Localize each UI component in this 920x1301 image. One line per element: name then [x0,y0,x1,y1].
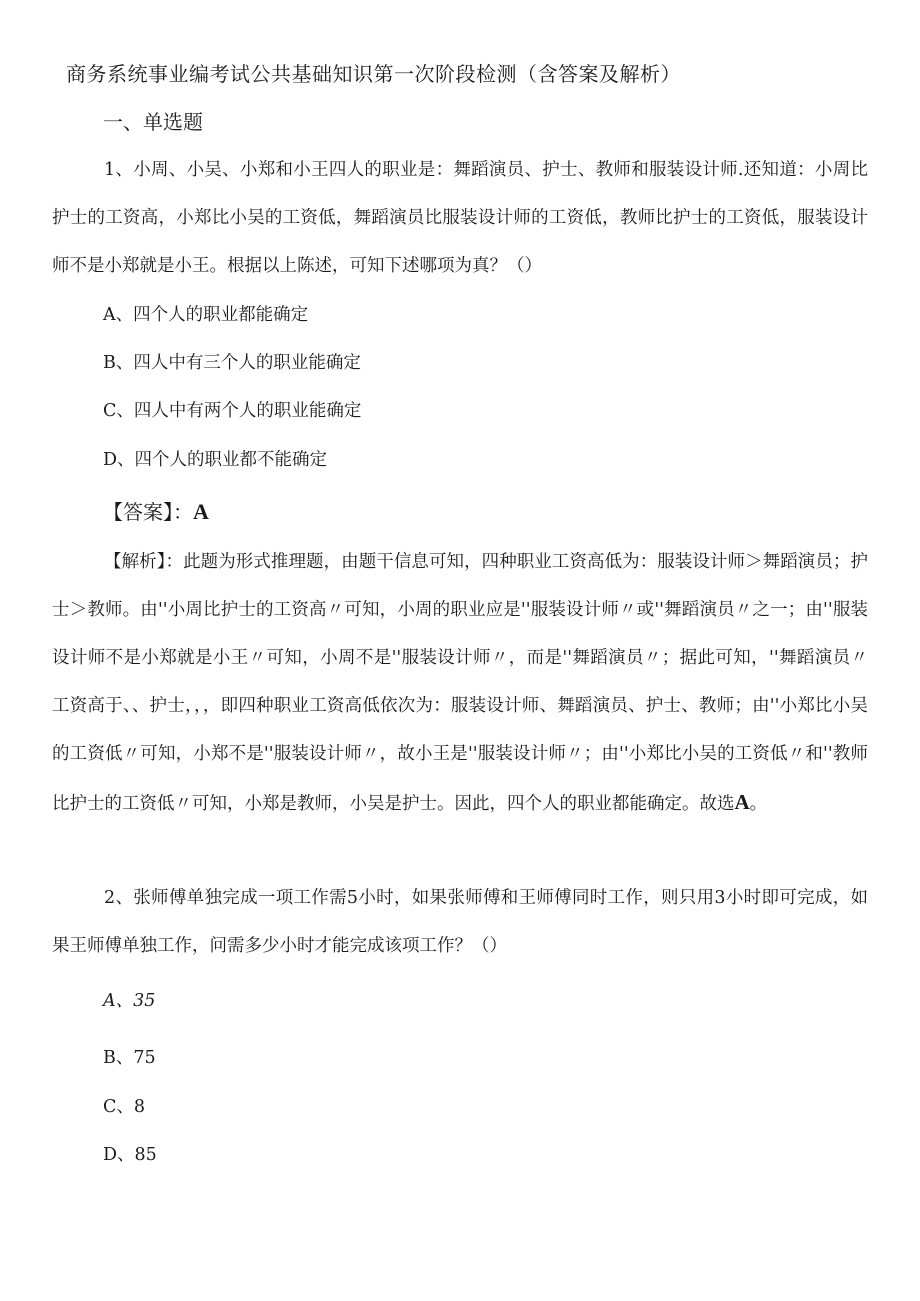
analysis-end: 。 [749,794,768,814]
question-2-stem: 2、张师傅单独完成一项工作需5小时，如果张师傅和王师傅同时工作，则只用3小时即可完成，如果王师傅单独工作，问需多少小时才能完成该项工作？（） [52,888,868,956]
question-1-answer [103,496,209,525]
question-1-stem: 1、小周、小吴、小郑和小王四人的职业是：舞蹈演员、护士、教师和服装设计师.还知道：小周比护士的工资高，小郑比小吴的工资低，舞蹈演员比服装设计师的工资低，教师比护士的工资低，服装设计师不是小郑就是小王。根据以上陈述，可知下述哪项为真？（） [52,160,868,276]
question-1-option-d: D、四个人的职业都不能确定 [103,450,328,470]
section-heading: 一、单选题 [103,110,203,134]
question-1-option-a: A、四个人的职业都能确定 [103,305,309,325]
analysis-answer: A [734,790,750,814]
question-2-option-d: D、85 [103,1145,157,1165]
question-2-option-a: A、35 [103,991,156,1011]
question-1-option-b: B、四人中有三个人的职业能确定 [103,353,361,373]
document-title: 商务系统事业编考试公共基础知识第一次阶段检测（含答案及解析） [66,62,681,86]
question-2-option-b: B、75 [103,1048,156,1068]
answer-value: A [193,499,209,524]
question-1-analysis [52,538,868,828]
question-1-option-c: C、四人中有两个人的职业能确定 [103,401,362,421]
answer-label: 【答案】： [103,500,193,524]
analysis-text: 【解析】：此题为形式推理题，由题干信息可知，四种职业工资高低为：服装设计师＞舞蹈演员；护士＞教师。由''小周比护士的工资高〃可知，小周的职业应是''服装设计师〃或''舞蹈演员〃之一；由''服装设计师不是小郑就是小王〃可知，小周不是''服装设计师〃，而是''舞蹈演员〃；据此可知，''舞蹈演员〃工资高于、、护士，，，即四种职业工资高低依次为：服装设计师、舞蹈演员、护士、教师；由''小郑比小吴的工资低〃可知，小郑不是''服装设计师〃，故小王是''服装设计师〃；由''小郑比小吴的工资低〃和''教师比护士的工资低〃可知，小郑是教师，小吴是护士。因此，四个人的职业都能确定。故选 [52,552,868,814]
question-2-option-c: C、8 [103,1097,146,1117]
